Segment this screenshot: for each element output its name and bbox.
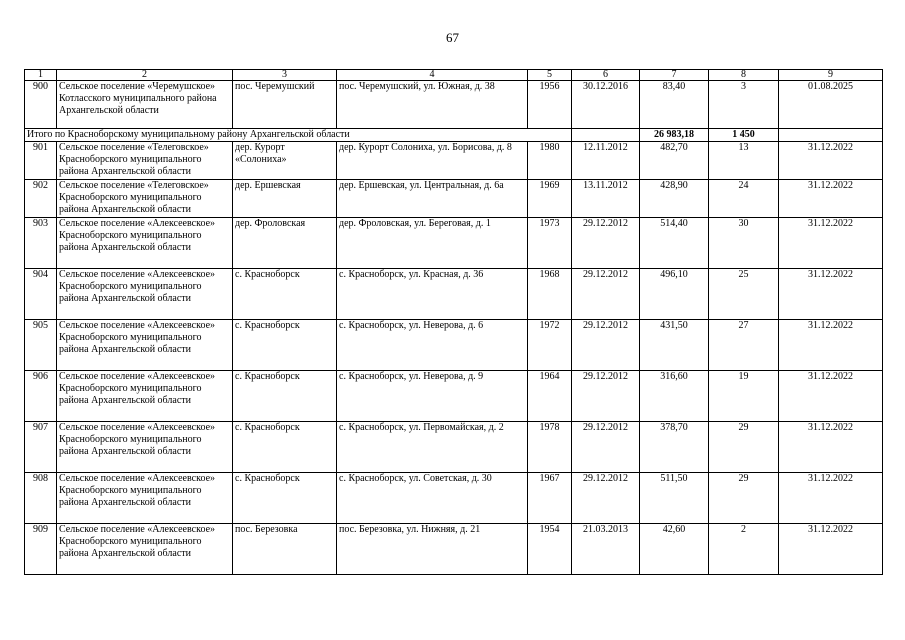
residents-count: 25 — [709, 269, 779, 320]
address: дер. Курорт Солониха, ул. Борисова, д. 8 — [337, 142, 528, 180]
total-row — [25, 129, 883, 142]
recognition-date: 13.11.2012 — [572, 180, 640, 218]
recognition-date: 29.12.2012 — [572, 218, 640, 269]
locality-name: дер. Фроловская — [233, 218, 337, 269]
locality-name: пос. Черемушский — [233, 81, 337, 129]
planned-date: 31.12.2022 — [779, 218, 883, 269]
settlement-name: Сельское поселение «Алексеевское» Красноборского муниципального района Архангельской области — [57, 473, 233, 524]
year-built: 1954 — [528, 524, 572, 575]
row-number: 907 — [25, 422, 57, 473]
year-built: 1956 — [528, 81, 572, 129]
area-value: 83,40 — [640, 81, 709, 129]
settlement-name: Сельское поселение «Алексеевское» Красноборского муниципального района Архангельской области — [57, 269, 233, 320]
settlement-name: Сельское поселение «Алексеевское» Красноборского муниципального района Архангельской области — [57, 422, 233, 473]
locality-name: дер. Ершевская — [233, 180, 337, 218]
planned-date: 31.12.2022 — [779, 320, 883, 371]
locality-name: дер. Курорт «Солониха» — [233, 142, 337, 180]
year-built: 1964 — [528, 371, 572, 422]
residents-count: 19 — [709, 371, 779, 422]
column-number: 1 — [25, 70, 57, 81]
year-built: 1967 — [528, 473, 572, 524]
table-row — [25, 180, 883, 218]
residents-count: 27 — [709, 320, 779, 371]
residents-count: 30 — [709, 218, 779, 269]
area-value: 514,40 — [640, 218, 709, 269]
address: с. Красноборск, ул. Неверова, д. 9 — [337, 371, 528, 422]
column-number: 6 — [572, 70, 640, 81]
registry-table — [24, 69, 883, 575]
residents-count: 24 — [709, 180, 779, 218]
row-number: 901 — [25, 142, 57, 180]
residents-count: 29 — [709, 473, 779, 524]
recognition-date: 12.11.2012 — [572, 142, 640, 180]
column-number: 9 — [779, 70, 883, 81]
table-body — [25, 70, 883, 575]
planned-date: 31.12.2022 — [779, 524, 883, 575]
residents-count: 3 — [709, 81, 779, 129]
planned-date: 31.12.2022 — [779, 269, 883, 320]
planned-date: 31.12.2022 — [779, 422, 883, 473]
settlement-name: Сельское поселение «Телеговское» Красноборского муниципального района Архангельской области — [57, 142, 233, 180]
locality-name: пос. Березовка — [233, 524, 337, 575]
area-value: 378,70 — [640, 422, 709, 473]
year-built: 1978 — [528, 422, 572, 473]
recognition-date: 29.12.2012 — [572, 473, 640, 524]
year-built: 1972 — [528, 320, 572, 371]
recognition-date: 29.12.2012 — [572, 320, 640, 371]
settlement-name: Сельское поселение «Телеговское» Красноборского муниципального района Архангельской области — [57, 180, 233, 218]
column-number: 5 — [528, 70, 572, 81]
settlement-name: Сельское поселение «Черемушское» Котласского муниципального района Архангельской области — [57, 81, 233, 129]
row-number: 905 — [25, 320, 57, 371]
column-number: 2 — [57, 70, 233, 81]
total-label: Итого по Красноборскому муниципальному району Архангельской области — [25, 129, 572, 142]
address: дер. Ершевская, ул. Центральная, д. 6а — [337, 180, 528, 218]
row-number: 904 — [25, 269, 57, 320]
locality-name: с. Красноборск — [233, 320, 337, 371]
locality-name: с. Красноборск — [233, 269, 337, 320]
planned-date: 31.12.2022 — [779, 473, 883, 524]
column-number: 7 — [640, 70, 709, 81]
locality-name: с. Красноборск — [233, 473, 337, 524]
locality-name: с. Красноборск — [233, 422, 337, 473]
table-row — [25, 142, 883, 180]
address: с. Красноборск, ул. Первомайская, д. 2 — [337, 422, 528, 473]
column-number: 3 — [233, 70, 337, 81]
table-row — [25, 320, 883, 371]
address: пос. Березовка, ул. Нижняя, д. 21 — [337, 524, 528, 575]
area-value: 496,10 — [640, 269, 709, 320]
column-number: 4 — [337, 70, 528, 81]
year-built: 1973 — [528, 218, 572, 269]
recognition-date: 21.03.2013 — [572, 524, 640, 575]
table-row — [25, 81, 883, 129]
planned-date: 01.08.2025 — [779, 81, 883, 129]
year-built: 1980 — [528, 142, 572, 180]
recognition-date: 29.12.2012 — [572, 269, 640, 320]
row-number: 908 — [25, 473, 57, 524]
address: с. Красноборск, ул. Советская, д. 30 — [337, 473, 528, 524]
page-number: 67 — [446, 30, 459, 45]
table-row — [25, 524, 883, 575]
total-count: 1 450 — [709, 129, 779, 142]
planned-date: 31.12.2022 — [779, 180, 883, 218]
total-area: 26 983,18 — [640, 129, 709, 142]
total-empty-cell — [572, 129, 640, 142]
recognition-date: 30.12.2016 — [572, 81, 640, 129]
residents-count: 2 — [709, 524, 779, 575]
address: пос. Черемушский, ул. Южная, д. 38 — [337, 81, 528, 129]
row-number: 909 — [25, 524, 57, 575]
residents-count: 29 — [709, 422, 779, 473]
settlement-name: Сельское поселение «Алексеевское» Красноборского муниципального района Архангельской области — [57, 371, 233, 422]
row-number: 903 — [25, 218, 57, 269]
settlement-name: Сельское поселение «Алексеевское» Красноборского муниципального района Архангельской области — [57, 320, 233, 371]
settlement-name: Сельское поселение «Алексеевское» Красноборского муниципального района Архангельской области — [57, 524, 233, 575]
area-value: 431,50 — [640, 320, 709, 371]
area-value: 316,60 — [640, 371, 709, 422]
row-number: 900 — [25, 81, 57, 129]
row-number: 906 — [25, 371, 57, 422]
recognition-date: 29.12.2012 — [572, 371, 640, 422]
area-value: 511,50 — [640, 473, 709, 524]
table-row — [25, 422, 883, 473]
row-number: 902 — [25, 180, 57, 218]
column-number-row — [25, 70, 883, 81]
table-row — [25, 269, 883, 320]
planned-date: 31.12.2022 — [779, 371, 883, 422]
year-built: 1968 — [528, 269, 572, 320]
area-value: 428,90 — [640, 180, 709, 218]
column-number: 8 — [709, 70, 779, 81]
table-row — [25, 473, 883, 524]
total-empty-cell — [779, 129, 883, 142]
address: дер. Фроловская, ул. Береговая, д. 1 — [337, 218, 528, 269]
settlement-name: Сельское поселение «Алексеевское» Красноборского муниципального района Архангельской области — [57, 218, 233, 269]
table-row — [25, 218, 883, 269]
planned-date: 31.12.2022 — [779, 142, 883, 180]
residents-count: 13 — [709, 142, 779, 180]
address: с. Красноборск, ул. Красная, д. 36 — [337, 269, 528, 320]
recognition-date: 29.12.2012 — [572, 422, 640, 473]
table-row — [25, 371, 883, 422]
address: с. Красноборск, ул. Неверова, д. 6 — [337, 320, 528, 371]
year-built: 1969 — [528, 180, 572, 218]
area-value: 482,70 — [640, 142, 709, 180]
locality-name: с. Красноборск — [233, 371, 337, 422]
area-value: 42,60 — [640, 524, 709, 575]
